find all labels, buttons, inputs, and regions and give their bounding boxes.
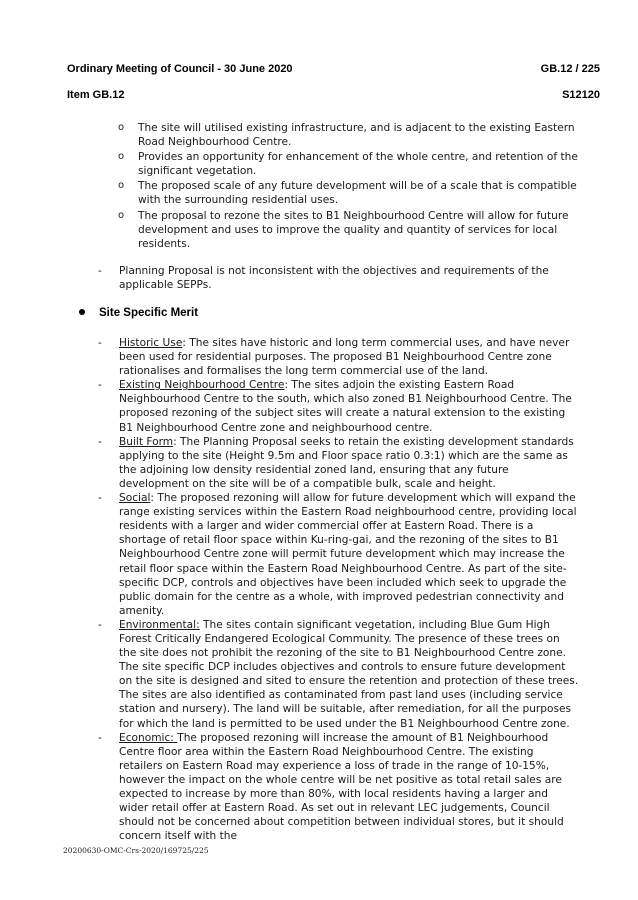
sub-bullet-text: The proposal to rezone the sites to B1 Neighbourhood Centre will allow for future development and uses to improve the quality and quantity of services for local residents. (138, 209, 569, 250)
section-heading-text: Site Specific Merit (99, 307, 199, 319)
item-code: S12120 (562, 89, 600, 101)
dash-bullet-icon: - (98, 379, 102, 392)
merit-item-existing-centre (100, 378, 580, 434)
footer-reference: 20200630-OMC-Crs-2020/169725/225 (63, 846, 209, 855)
dash-bullet-icon: - (98, 731, 102, 744)
meeting-title: Ordinary Meeting of Council - 30 June 2020 (67, 63, 293, 75)
merit-term: Existing Neighbourhood Centre (119, 379, 285, 392)
merit-item-environmental (100, 618, 580, 731)
section-heading (79, 307, 198, 319)
sub-bullet-text: The site will utilised existing infrastructure, and is adjacent to the existing Eastern Road Neighbourhood Centre. (138, 122, 575, 149)
dash-bullet-icon: - (98, 265, 102, 277)
merit-item-social (100, 491, 580, 618)
merit-item-built-form (100, 435, 580, 491)
merit-text: The proposed rezoning will increase the amount of B1 Neighbourhood Centre floor area within the Eastern Road Neighbourhood Centre. The existing retailers on Eastern Road may experience a loss of trade in the range of 10-15%, however the impact on the whole centre will be net positive as total retail sales are expected to increase by more than 80%, with local residents having a larger and wider retail offer at Eastern Road. As set out in relevant LEC judgements, Council should not be concerned about competition between individual stores, but it should concern itself with the (119, 731, 564, 843)
merit-term: Social (119, 492, 151, 505)
item-label: Item GB.12 (67, 89, 125, 101)
sub-bullet-text: The proposed scale of any future development will be of a scale that is compatible with the surrounding residential uses. (138, 180, 577, 207)
merit-term: Built Form (119, 435, 174, 448)
dash-bullet-icon: - (98, 618, 102, 631)
merit-item-historic-use (100, 336, 580, 378)
merit-term: Economic: (119, 731, 178, 744)
circle-bullet-icon: o (118, 180, 125, 192)
bullet-dot-icon (79, 309, 85, 315)
merit-text: The sites contain significant vegetation, including Blue Gum High Forest Critically Endangered Ecological Community. The presence of these trees on the site does not prohibit the rezoning of the site to B1 Neighbourhood Centre zone. The site specific DCP includes objectives and controls to ensure future development on the site is designed and sited to ensure the retention and protection of these trees. The sites are also identified as contaminated from past land uses (including service station and nursery). The land will be suitable, after remediation, for all the purposes for which the land is permitted to be used under the B1 Neighbourhood Centre zone. (119, 618, 579, 730)
dash-bullet-icon: - (98, 435, 102, 448)
merit-text: : The proposed rezoning will allow for future development which will expand the range existing services within the Eastern Road neighbourhood centre, providing local residents with a larger and wider commercial offer at Eastern Road. There is a shortage of retail floor space within Ku-ring-gai, and the rezoning of the sites to B1 Neighbourhood Centre zone will permit future development which may increase the retail floor space within the Eastern Road Neighbourhood Centre. As part of the site-specific DCP, controls and objectives have been included which seek to upgrade the public domain for the centre as a whole, with improved pedestrian connectivity and amenity. (119, 492, 577, 617)
circle-bullet-icon: o (118, 209, 125, 221)
dash-bullet-icon: - (98, 337, 102, 349)
merit-term: Environmental: (119, 618, 200, 631)
page-reference: GB.12 / 225 (540, 63, 600, 75)
merit-text: : The Planning Proposal seeks to retain the existing development standards applying to the site (Height 9.5m and Floor space ratio 0.3:1) which are the same as the adjoining low density residential zoned land, ensuring that any future development on the site will be of a compatible bulk, scale and height. (119, 435, 574, 490)
merit-text: : The sites adjoin the existing Eastern Road Neighbourhood Centre to the south, which also zoned B1 Neighbourhood Centre. The proposed rezoning of the subject sites will create a natural extension to the existing B1 Neighbourhood Centre zone and neighbourhood centre. (119, 379, 572, 434)
sub-bullet-list (118, 121, 588, 252)
sub-bullet-item (118, 121, 588, 149)
sub-bullet-item (118, 150, 588, 178)
sub-bullet-item (118, 179, 588, 207)
sub-bullet-text: Provides an opportunity for enhancement of the whole centre, and retention of the significant vegetation. (138, 151, 578, 178)
circle-bullet-icon: o (118, 122, 125, 133)
merit-item-economic (100, 731, 580, 844)
merit-term: Historic Use (119, 337, 183, 349)
merit-text: : The sites have historic and long term commercial uses, and have never been used for residential purposes. The proposed B1 Neighbourhood Centre zone rationalises and formalises the long term commercial use of the land. (119, 337, 570, 378)
merit-list (100, 336, 580, 843)
sepp-point (100, 264, 572, 292)
sub-bullet-item (118, 209, 588, 251)
dash-bullet-icon: - (98, 492, 102, 505)
circle-bullet-icon: o (118, 151, 125, 163)
sepp-point-text: Planning Proposal is not inconsistent with the objectives and requirements of the applicable SEPPs. (119, 265, 549, 292)
